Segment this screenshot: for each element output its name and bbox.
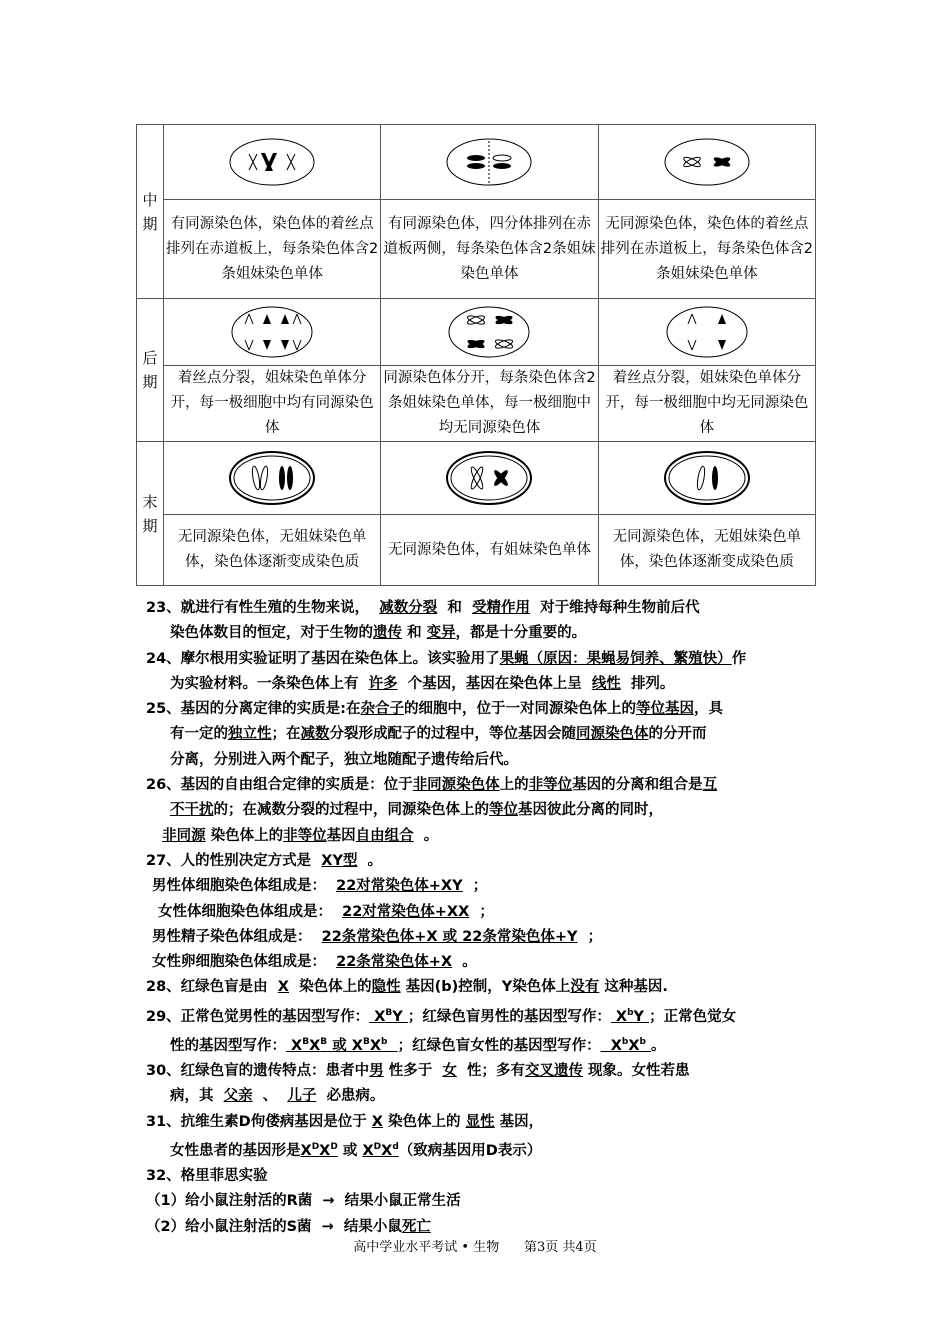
cell-diagram-icon [227,136,317,188]
stage-telophase: 末期 [137,442,164,586]
q23: 23、就进行有性生殖的生物来说， 减数分裂 和 受精作用 对于维持每种生物前后代 [146,600,700,616]
q31: 31、抗维生素D佝偻病基因是位于 X 染色体上的 显性 基因， [146,1113,544,1130]
cell-image [598,125,815,200]
desc-meiosis2-anaphase: 着丝点分裂，姐妹染色单体分开，每一极细胞中均无同源染色体 [598,366,815,442]
desc-meiosis1-telophase: 无同源染色体，有姐妹染色单体 [381,515,598,586]
cell-diagram-icon [443,449,535,507]
cell-diagram-icon [227,304,317,360]
q26: 26、基因的自由组合定律的实质是：位于非同源染色体上的非等位基因的分离和组合是互 [146,777,718,794]
desc-meiosis1-anaphase: 同源染色体分开，每条染色体含2条姐妹染色单体，每一极细胞中均无同源染色体 [381,366,598,442]
page-footer: 高中学业水平考试 • 生物 第3页 共4页 [353,1240,597,1255]
cell-diagram-icon [662,304,752,360]
arrow-right-icon: → [322,1193,335,1210]
q29: 29、正常色觉男性的基因型写作： $X^BY$ ；红绿色盲男性的基因型写作： $X^bY$ ；正常色觉女 [146,1007,737,1025]
cell-image [164,299,381,366]
cell-image [381,299,598,366]
cell-diagram-icon [662,136,752,188]
cell-image [381,442,598,515]
meiosis-mitosis-table [136,124,816,586]
cell-diagram-icon [226,449,318,507]
cell-image [598,299,815,366]
desc-mitosis-metaphase: 有同源染色体，染色体的着丝点排列在赤道板上，每条染色体含2条姐妹染色单体 [164,200,381,299]
cell-diagram-icon [444,136,534,188]
q24: 24、摩尔根用实验证明了基因在染色体上。该实验用了果蝇（原因：果蝇易饲养、繁殖快）作 [146,650,747,667]
cell-diagram-icon [444,304,534,360]
q27: 27、人的性别决定方式是 XY型 。 [146,852,383,869]
q25: 25、基因的分离定律的实质是:在杂合子的细胞中，位于一对同源染色体上的等位基因，具 [146,701,723,718]
cell-diagram-icon [661,449,753,507]
q30: 30、红绿色盲的遗传特点：患者中男 性多于 女 性；多有交叉遗传 现象。女性若患 [146,1063,690,1079]
desc-mitosis-anaphase: 着丝点分裂，姐妹染色单体分开，每一极细胞中均有同源染色体 [164,366,381,442]
q28: 28、红绿色盲是由 X 染色体上的隐性 基因(b)控制，Y染色体上没有 这种基因. [146,979,668,996]
desc-meiosis2-metaphase: 无同源染色体，染色体的着丝点排列在赤道板上，每条染色体含2条姐妹染色单体 [598,200,815,299]
cell-image [164,125,381,200]
cell-image [381,125,598,200]
q32: 32、格里菲思实验 [146,1168,268,1185]
cell-image [164,442,381,515]
desc-meiosis2-telophase: 无同源染色体，无姐妹染色单体，染色体逐渐变成染色质 [598,515,815,586]
cell-image [598,442,815,515]
stage-metaphase: 中期 [137,125,164,299]
questions-block: 23、就进行有性生殖的生物来说， 减数分裂 和 受精作用 对于维持每种生物前后代 染色体数目的恒定，对于生物的遗传 和 变异，都是十分重要的。 24、摩尔根用实验证明了基因在染色体上。该实验用了果蝇（原因：果蝇易饲养、繁殖快）作 为实验材料。一条染色体上有 许多 个基因，基因在染色体上呈 线性 排列。 25、基因的分离定律的实质是:在杂合子的细胞中，位于一对同源染色体上的等位基因，具 有一定的独立性；在减数分裂形成配子的过程中，等位基因会随同源染色体的分开而 分离，分别进入两个配子，独立地随配子遗传给后代。 26、基因的自由组合定律的实质是：位于非同源染色体上的非等位基因的分离和组合是互 不干扰的；在减数分裂的过程中，同源染色体上的等位基因彼此分离的同时， 非同源 染色体上的非等位基因自由组合 。 27、人的性别决定方式是 XY型 。 男性体细胞染色体组成是： 22对常染色体+XY ； 女性体细胞染色体组成是： 22对常染色体+XX ； 男性精子染色体组成是： 22条常染色体+X 或 22条常染色体+Y ； 女性卵细胞染色体组成是： 22条常染色体+X 。 28、红绿色盲是由 X 染色体上的隐性 基因(b)控制，Y染色体上没有 这种基因. 29、正常色觉男性的基因型写作： $X^BY$ ；红绿色盲男性的基因型写作： $X^bY$ ；正常色觉女 性的基因型写作： $X^BX^B$ 或 $X^BX^b$ ；红绿色盲女性的基因型写作： $X^bX^b$ 。 30、红绿色盲的遗传特点：患者中男 性多于 女 性；多有交叉遗传 现象。女性若患 病，其 父亲 、 儿子 必患病。 31、抗维生素D佝偻病基因是位于 X 染色体上的 显性 基因， 女性患者的基因形是$X^DX^D$ 或 $X^DX^d$（致病基因用D表示） 32、格里菲思实验 （1）给小鼠注射活的R菌 → 结果小鼠正常生活 （2）给小鼠注射活的S菌 → 结果小鼠死亡 [146,596,826,1240]
desc-mitosis-telophase: 无同源染色体，无姐妹染色单体，染色体逐渐变成染色质 [164,515,381,586]
desc-meiosis1-metaphase: 有同源染色体，四分体排列在赤道板两侧，每条染色体含2条姐妹染色单体 [381,200,598,299]
arrow-right-icon: → [321,1218,334,1235]
stage-anaphase: 后期 [137,299,164,442]
